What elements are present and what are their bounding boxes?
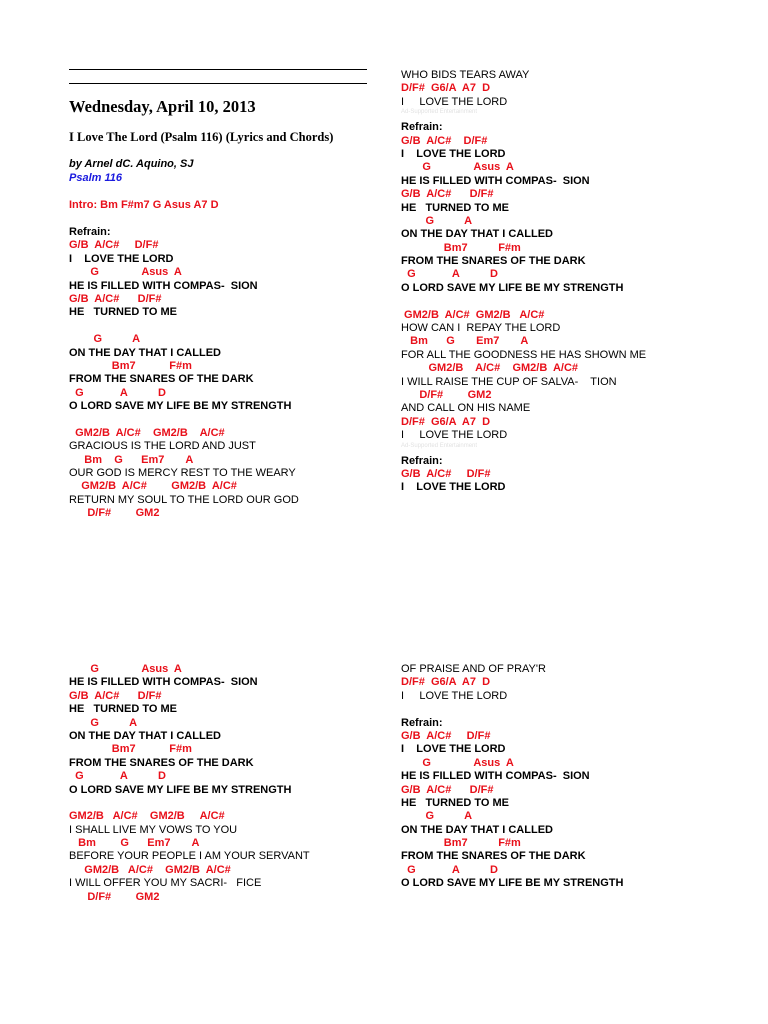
lyric-line: I LOVE THE LORD [401, 689, 508, 702]
lyric-line: OF PRAISE AND OF PRAY'R [401, 663, 546, 675]
intro-chords: Intro: Bm F#m7 G Asus A7 D [69, 199, 219, 211]
lyric-line: OUR GOD IS MERCY REST TO THE WEARY [69, 467, 296, 480]
lyric-line: Refrain: [401, 121, 443, 134]
lyric-line: I WILL OFFER YOU MY SACRI- FICE [69, 877, 262, 890]
chord-line: Bm7 F#m [69, 743, 192, 756]
chord-line: D/F# G6/A A7 D [401, 415, 491, 428]
lyric-line: I LOVE THE LORD [401, 429, 508, 442]
chord-line: G Asus A [69, 266, 182, 279]
chord-line: G/B A/C# D/F# [401, 134, 488, 147]
lyric-line: ON THE DAY THAT I CALLED [69, 729, 221, 742]
spacer [69, 320, 299, 333]
lyric-line: HE IS FILLED WITH COMPAS- SION [401, 770, 590, 783]
psalm-link[interactable]: Psalm 116 [69, 172, 123, 184]
chord-line: G/B A/C# D/F# [401, 188, 494, 201]
header-rule-top [69, 69, 367, 70]
chord-line: D/F# G6/A A7 D [401, 82, 491, 95]
chord-line: G Asus A [401, 756, 514, 769]
lyric-line: O LORD SAVE MY LIFE BE MY STRENGTH [69, 783, 292, 796]
lyrics-column-bottom-left [69, 663, 310, 904]
chord-line: G/B A/C# D/F# [401, 729, 491, 742]
lyric-line: I WILL RAISE THE CUP OF SALVA- TION [401, 375, 617, 388]
lyric-line: HE IS FILLED WITH COMPAS- SION [69, 279, 258, 292]
chord-line: D/F# GM2 [69, 507, 160, 520]
lyrics-column-bottom-right [401, 663, 623, 891]
chord-line: G A [69, 333, 141, 346]
chord-line: G A [401, 810, 473, 823]
chord-line: GM2/B A/C# GM2/B A/C# [69, 810, 225, 823]
chord-line: GM2/B A/C# GM2/B A/C# [69, 426, 225, 439]
lyric-line: O LORD SAVE MY LIFE BE MY STRENGTH [69, 400, 292, 413]
chord-line: GM2/B A/C# GM2/B A/C# [69, 480, 237, 493]
lyric-line: FROM THE SNARES OF THE DARK [401, 850, 586, 863]
watermark-text: Ad-Supported Entertainment [401, 442, 478, 449]
chord-line: Bm7 F#m [69, 359, 192, 372]
spacer [401, 703, 623, 716]
spacer [401, 295, 646, 308]
song-author: by Arnel dC. Aquino, SJ [69, 158, 194, 170]
chord-line: GM2/B A/C# GM2/B A/C# [401, 308, 545, 321]
lyric-line: I LOVE THE LORD [69, 252, 174, 265]
chord-line: GM2/B A/C# GM2/B A/C# [401, 362, 579, 375]
lyric-line: I LOVE THE LORD [401, 481, 506, 494]
lyric-line: O LORD SAVE MY LIFE BE MY STRENGTH [401, 877, 624, 890]
lyric-line: FROM THE SNARES OF THE DARK [69, 373, 254, 386]
lyric-line: FROM THE SNARES OF THE DARK [401, 255, 586, 268]
chord-line: D/F# G6/A A7 D [401, 676, 491, 689]
lyric-line: I LOVE THE LORD [401, 147, 506, 160]
lyric-line: RETURN MY SOUL TO THE LORD OUR GOD [69, 493, 299, 506]
chord-line: GM2/B A/C# GM2/B A/C# [69, 863, 231, 876]
spacer [69, 797, 310, 810]
lyric-line: GRACIOUS IS THE LORD AND JUST [69, 440, 256, 453]
lyric-line: FOR ALL THE GOODNESS HE HAS SHOWN ME [401, 348, 647, 361]
lyric-line: WHO BIDS TEARS AWAY [401, 69, 530, 81]
lyric-line: HE TURNED TO ME [401, 201, 509, 214]
chord-line: Bm7 F#m [401, 837, 521, 850]
post-date: Wednesday, April 10, 2013 [69, 97, 256, 116]
chord-line: G/B A/C# D/F# [401, 783, 494, 796]
lyric-line: O LORD SAVE MY LIFE BE MY STRENGTH [401, 281, 624, 294]
chord-line: Bm7 F#m [401, 241, 521, 254]
lyric-line: I LOVE THE LORD [401, 95, 508, 108]
lyric-line: HE TURNED TO ME [69, 703, 177, 716]
lyric-line: HE IS FILLED WITH COMPAS- SION [69, 676, 258, 689]
watermark-text: Ad-Supported Entertainment [401, 109, 478, 116]
lyrics-column-top-right [401, 69, 646, 495]
chord-line: G/B A/C# D/F# [69, 239, 159, 252]
lyric-line: Refrain: [401, 716, 443, 729]
lyric-line: HE IS FILLED WITH COMPAS- SION [401, 174, 590, 187]
spacer [69, 413, 299, 426]
header-rule-bottom [69, 83, 367, 84]
lyric-line: Refrain: [69, 226, 111, 238]
chord-line: G Asus A [401, 161, 514, 174]
lyric-line: ON THE DAY THAT I CALLED [69, 346, 221, 359]
lyric-line: I LOVE THE LORD [401, 743, 506, 756]
lyric-line: I SHALL LIVE MY VOWS TO YOU [69, 823, 238, 836]
chord-line: Bm G Em7 A [69, 453, 194, 466]
lyric-line: Refrain: [401, 454, 443, 467]
lyric-line: FROM THE SNARES OF THE DARK [69, 756, 254, 769]
song-title: I Love The Lord (Psalm 116) (Lyrics and Chords) [69, 130, 334, 144]
chord-line: G/B A/C# D/F# [69, 689, 162, 702]
chord-line: G A [69, 716, 138, 729]
chord-line: D/F# GM2 [69, 890, 160, 903]
chord-line: G/B A/C# D/F# [401, 467, 491, 480]
lyrics-column-top-left [69, 226, 299, 521]
chord-line: G A D [69, 386, 166, 399]
chord-line: Bm G Em7 A [401, 335, 529, 348]
chord-line: G A D [69, 770, 166, 783]
lyric-line: HE TURNED TO ME [69, 306, 177, 319]
chord-line: G A [401, 214, 473, 227]
chord-line: D/F# GM2 [401, 388, 492, 401]
chord-line: G/B A/C# D/F# [69, 292, 162, 305]
chord-line: Bm G Em7 A [69, 837, 200, 850]
lyric-line: HE TURNED TO ME [401, 796, 509, 809]
lyric-line: BEFORE YOUR PEOPLE I AM YOUR SERVANT [69, 850, 310, 863]
lyric-line: AND CALL ON HIS NAME [401, 402, 531, 415]
lyric-line: ON THE DAY THAT I CALLED [401, 823, 553, 836]
chord-line: G A D [401, 863, 498, 876]
lyric-line: HOW CAN I REPAY THE LORD [401, 322, 561, 335]
chord-line: G Asus A [69, 663, 182, 675]
lyric-line: ON THE DAY THAT I CALLED [401, 228, 553, 241]
chord-line: G A D [401, 268, 498, 281]
